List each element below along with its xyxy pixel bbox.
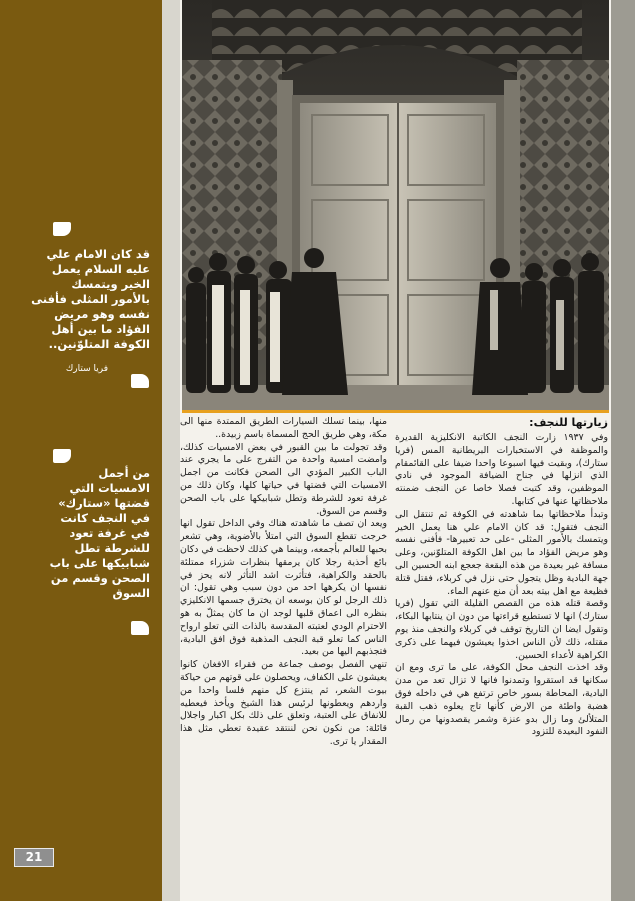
margin-band [162,0,180,901]
close-quote-icon [131,374,149,388]
sidebar-panel [0,0,162,901]
historical-photo-shrine-gate [182,0,609,410]
section-heading: زيارتها للنجف: [529,416,608,429]
quote-source: فريا ستارك [65,364,108,374]
photo-accent-line [182,410,609,413]
pull-quote-imam-ali: قد كان الامام علي عليه السلام يعمل الخير ويتمسك بالأمور المثلى فأفنى نفسه وهو مريض الفؤاد ما بين أهل الكوفة المتلوّنين.. [31,247,150,351]
close-quote-icon [131,621,149,635]
article-column-right: وفي ١٩٣٧ زارت النجف الكاتبة الانكليزية القديرة والموظفة في الاستخبارات البريطانية المس (فريا ستارك)، وبقيت فيها اسبوعا واحدا ضيفا على القائمقام الذي انزلها في جناح الضيافة الموجود في نادي الموظفين، وقد كتبت فصلا خاصا عن النجف ضمنته ملاحظاتها عنها في كتابها. وتبدأ ملاحظاتها بما شاهدته في الكوفة ثم تنتقل الى النجف فتقول: قد كان الامام علي هنا يعمل الخير ويتمسك بالأمور المثلى -على حد تعبيرها- فأفنى نفسه وهو مريض الفؤاد ما بين اهل الكوفة المتلوّنين، وعلى مسافة غير بعيدة من هذه البقعة جعجع ابنه الحسين الى جهة البادية وظل يتجول حتى نزل في كربلاء، فقتل قتلة فظيعة مع اهل بيته بعد أن منع عنهم الماء. وقصة قتله هذه من القصص القليلة التي تقول (فريا ستارك) انها لا تستطيع قراءتها من دون ان ينتابها البكاء، وتقول ايضا ان التاريخ توقف في كربلاء والنجف منذ يوم مقتله، ذلك لأن الناس اخذوا يعيشون فيهما على ذكرى الكراهية لأعداء الحسين. وقد اخذت النجف محل الكوفة، على ما ترى ومع ان سكانها قد استقروا وتمدنوا فانها لا تزال تعد من مدن البادية، المحاطة بسور خاص ترتفع هي في داخله فوق هضبة واطئة من الارض كأنها تاج يعلوه ذهب القبة المتلألئ وما زال بدو عنزة وشمر يقصدونها من رمال النفود البعيدة للتزود [395,432,608,738]
right-edge-band [611,0,635,901]
open-quote-icon [53,222,71,236]
pull-quote-evenings: من أجمل الامسيات التي قضتها «ستارك» في النجف كانت في غرفة تعود للشرطة تطل شبابيكها على باب الصحن وقسم من السوق [49,466,150,600]
page-number: 21 [14,848,54,867]
article-column-left: منها، بينما تسلك السيارات الطريق الممتدة منها الى مكة، وهي طريق الحج المسماة باسم زبيدة.. وقد تجولت ما بين القبور في بعض الامسيات كذلك، وامضت امسية واحدة من التفرج على ما يجري عند الباب الكبير المؤدي الى الصحن فكانت من اجمل الامسيات التي قضتها في حياتها كلها، وكان ذلك من غرفة تعود للشرطة وتطل شبابيكها على باب الصحن وقسم من السوق. ويعد ان تصف ما شاهدته هناك وفي الداخل تقول انها خرجت تقطع السوق التي امتلأ بالأضوية، وهي تشعر بحبها للعالم بأجمعه، وبينما هي كذلك لاحظت في دكان بائع أحذية رجلا كان يرمقها بنظرات شزراء ممتلئة بالحقد والكراهية، فتأثرت اشد التأثر لانه يحز في نفسها ان يكرهها احد من دون سبب وهي تقول: ان ذلك الرجل لو كان بوسعه ان يخترق جسمها الانكليزي بنظره الى اعماق قلبها لوجد ان ما كان يمثلّ به هو الاحترام الودي لعتبته المقدسة بالذات التي تعلو ارواح الناس كما تعلو قبة النجف المذهبة فوق افق البادية، فتجذبهم اليها من بعيد. تنهي الفصل بوصف جماعة من فقراء الافغان كانوا يعيشون على الكفاف، ويحصلون على قوتهم من حياكة بيوت الشعر، ثم ينتزع كل منهم فلسا واحدا من واردهم ويعطونها لرئيس هذا الشيخ ويأخذ فيعطيه للانفاق على العتبة، وتعلق على ذلك بكل اكبار واجلال قائلة: من نكون نحن لننتقد عقيدة تعطي مثل هذا المقدار يا ترى. [180,416,387,747]
open-quote-icon [53,449,71,463]
